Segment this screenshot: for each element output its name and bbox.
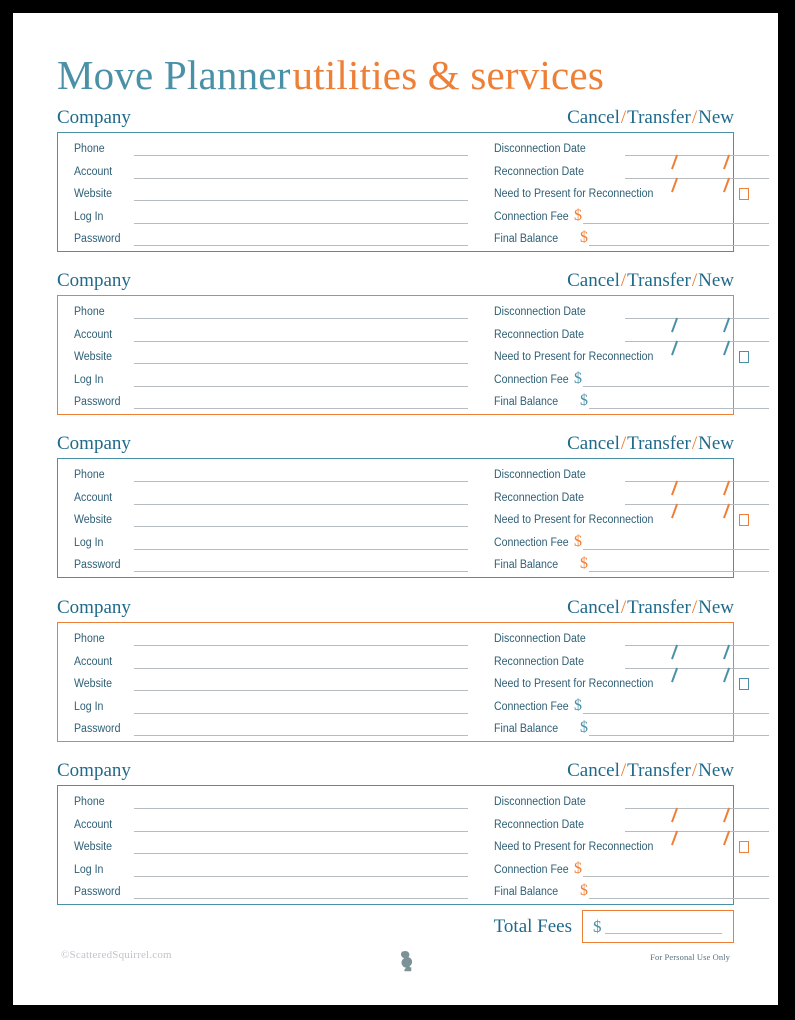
checkbox-need-to-present[interactable]: [739, 678, 749, 690]
separator-slash: /: [620, 760, 627, 781]
utility-block-body: [57, 458, 734, 578]
field-row: [58, 632, 733, 648]
label-login: Log In: [74, 537, 104, 549]
input-line-final-balance[interactable]: [589, 408, 769, 409]
field-row: [58, 677, 733, 693]
input-line-disconnection-date[interactable]: [625, 808, 769, 809]
field-row: [58, 491, 733, 507]
utility-block: [57, 597, 734, 742]
total-fees-input-line[interactable]: [605, 933, 722, 934]
company-label: Company: [57, 760, 131, 781]
company-label: Company: [57, 270, 131, 291]
dollar-sign-icon: $: [574, 860, 582, 877]
input-line-reconnection-date[interactable]: [625, 178, 769, 179]
transfer-option[interactable]: Transfer: [627, 270, 691, 291]
label-phone: Phone: [74, 469, 105, 481]
input-line-reconnection-date[interactable]: [625, 831, 769, 832]
field-row: [58, 165, 733, 181]
label-account: Account: [74, 656, 113, 668]
cancel-option[interactable]: Cancel: [567, 107, 620, 128]
new-option[interactable]: New: [698, 597, 734, 618]
label-connection-fee: Connection Fee: [494, 537, 569, 549]
label-login: Log In: [74, 864, 104, 876]
field-row: [58, 795, 733, 811]
label-phone: Phone: [74, 143, 105, 155]
label-final-balance: Final Balance: [494, 233, 559, 245]
label-website: Website: [74, 351, 113, 363]
cancel-transfer-new-group: [567, 760, 734, 782]
separator-slash: /: [620, 597, 627, 618]
label-website: Website: [74, 678, 113, 690]
label-connection-fee: Connection Fee: [494, 701, 569, 713]
block-header: [57, 597, 734, 622]
input-line-disconnection-date[interactable]: [625, 481, 769, 482]
field-row: [58, 555, 733, 574]
input-line-final-balance[interactable]: [589, 571, 769, 572]
field-row: [58, 840, 733, 856]
dollar-sign-icon: $: [580, 555, 588, 572]
label-need-to-present: Need to Present for Reconnection: [494, 188, 654, 200]
label-connection-fee: Connection Fee: [494, 864, 569, 876]
label-phone: Phone: [74, 633, 105, 645]
cancel-transfer-new-group: [567, 270, 734, 292]
field-row: [58, 882, 733, 901]
field-row: [58, 719, 733, 738]
utility-block-body: [57, 785, 734, 905]
label-account: Account: [74, 492, 113, 504]
label-phone: Phone: [74, 796, 105, 808]
input-line-connection-fee[interactable]: [583, 549, 769, 550]
cancel-option[interactable]: Cancel: [567, 760, 620, 781]
label-website: Website: [74, 841, 113, 853]
utility-block-body: [57, 132, 734, 252]
label-need-to-present: Need to Present for Reconnection: [494, 514, 654, 526]
dollar-sign-icon: $: [580, 719, 588, 736]
utility-block: [57, 107, 734, 252]
checkbox-need-to-present[interactable]: [739, 188, 749, 200]
input-line-final-balance[interactable]: [589, 898, 769, 899]
company-label: Company: [57, 107, 131, 128]
input-line-disconnection-date[interactable]: [625, 645, 769, 646]
new-option[interactable]: New: [698, 760, 734, 781]
label-final-balance: Final Balance: [494, 396, 559, 408]
input-line-reconnection-date[interactable]: [625, 668, 769, 669]
cancel-option[interactable]: Cancel: [567, 597, 620, 618]
block-header: [57, 433, 734, 458]
field-row: [58, 207, 733, 226]
input-line-connection-fee[interactable]: [583, 713, 769, 714]
block-header: [57, 270, 734, 295]
label-account: Account: [74, 166, 113, 178]
label-password: Password: [74, 886, 121, 898]
title-main: Move Planner: [57, 52, 291, 98]
title-subtitle: utilities & services: [292, 52, 604, 98]
block-header: [57, 760, 734, 785]
separator-slash: /: [620, 433, 627, 454]
checkbox-need-to-present[interactable]: [739, 351, 749, 363]
label-reconnection-date: Reconnection Date: [494, 492, 584, 504]
label-account: Account: [74, 819, 113, 831]
cancel-option[interactable]: Cancel: [567, 433, 620, 454]
label-disconnection-date: Disconnection Date: [494, 796, 586, 808]
cancel-transfer-new-group: [567, 433, 734, 455]
dollar-sign-icon: $: [593, 917, 602, 936]
input-line-connection-fee[interactable]: [583, 876, 769, 877]
transfer-option[interactable]: Transfer: [627, 107, 691, 128]
field-row: [58, 533, 733, 552]
label-password: Password: [74, 396, 121, 408]
label-need-to-present: Need to Present for Reconnection: [494, 351, 654, 363]
cancel-transfer-new-group: [567, 107, 734, 129]
separator-slash: /: [691, 597, 698, 618]
transfer-option[interactable]: Transfer: [627, 597, 691, 618]
new-option[interactable]: New: [698, 270, 734, 291]
dollar-sign-icon: $: [574, 533, 582, 550]
label-login: Log In: [74, 211, 104, 223]
cancel-transfer-new-group: [567, 597, 734, 619]
page-title: [57, 51, 604, 99]
separator-slash: /: [691, 270, 698, 291]
personal-use-notice: For Personal Use Only: [650, 952, 730, 962]
field-row: [58, 655, 733, 671]
utility-block: [57, 433, 734, 578]
utility-block: [57, 760, 734, 905]
field-row: [58, 860, 733, 879]
input-line-reconnection-date[interactable]: [625, 504, 769, 505]
input-line-final-balance[interactable]: [589, 735, 769, 736]
label-reconnection-date: Reconnection Date: [494, 819, 584, 831]
label-login: Log In: [74, 701, 104, 713]
dollar-sign-icon: $: [574, 697, 582, 714]
input-line-reconnection-date[interactable]: [625, 341, 769, 342]
separator-slash: /: [620, 107, 627, 128]
label-reconnection-date: Reconnection Date: [494, 329, 584, 341]
checkbox-need-to-present[interactable]: [739, 514, 749, 526]
label-reconnection-date: Reconnection Date: [494, 656, 584, 668]
transfer-option[interactable]: Transfer: [627, 760, 691, 781]
label-final-balance: Final Balance: [494, 559, 559, 571]
new-option[interactable]: New: [698, 107, 734, 128]
new-option[interactable]: New: [698, 433, 734, 454]
label-password: Password: [74, 233, 121, 245]
squirrel-logo-icon: [395, 949, 417, 973]
field-row: [58, 697, 733, 716]
label-disconnection-date: Disconnection Date: [494, 306, 586, 318]
separator-slash: /: [691, 760, 698, 781]
total-fees-box[interactable]: [582, 910, 734, 943]
field-row: [58, 187, 733, 203]
label-account: Account: [74, 329, 113, 341]
field-row: [58, 818, 733, 834]
copyright-text: ©ScatteredSquirrel.com: [61, 949, 172, 961]
dollar-sign-icon: $: [574, 207, 582, 224]
label-connection-fee: Connection Fee: [494, 374, 569, 386]
dollar-sign-icon: $: [580, 392, 588, 409]
utility-block-body: [57, 622, 734, 742]
label-disconnection-date: Disconnection Date: [494, 633, 586, 645]
label-disconnection-date: Disconnection Date: [494, 469, 586, 481]
cancel-option[interactable]: Cancel: [567, 270, 620, 291]
utility-block: [57, 270, 734, 415]
label-connection-fee: Connection Fee: [494, 211, 569, 223]
input-line-connection-fee[interactable]: [583, 386, 769, 387]
label-website: Website: [74, 188, 113, 200]
checkbox-need-to-present[interactable]: [739, 841, 749, 853]
label-phone: Phone: [74, 306, 105, 318]
transfer-option[interactable]: Transfer: [627, 433, 691, 454]
block-header: [57, 107, 734, 132]
printable-page: [13, 13, 778, 1005]
input-line-disconnection-date[interactable]: [625, 318, 769, 319]
separator-slash: /: [691, 433, 698, 454]
company-label: Company: [57, 433, 131, 454]
field-row: [58, 229, 733, 248]
label-need-to-present: Need to Present for Reconnection: [494, 841, 654, 853]
label-login: Log In: [74, 374, 104, 386]
dollar-sign-icon: $: [580, 882, 588, 899]
total-fees-label: Total Fees: [493, 916, 572, 937]
label-disconnection-date: Disconnection Date: [494, 143, 586, 155]
field-row: [58, 513, 733, 529]
label-need-to-present: Need to Present for Reconnection: [494, 678, 654, 690]
dollar-sign-icon: $: [580, 229, 588, 246]
label-reconnection-date: Reconnection Date: [494, 166, 584, 178]
dollar-sign-icon: $: [574, 370, 582, 387]
utility-block-body: [57, 295, 734, 415]
company-label: Company: [57, 597, 131, 618]
label-final-balance: Final Balance: [494, 723, 559, 735]
field-row: [58, 305, 733, 321]
label-final-balance: Final Balance: [494, 886, 559, 898]
input-line-final-balance[interactable]: [589, 245, 769, 246]
field-row: [58, 370, 733, 389]
field-row: [58, 392, 733, 411]
label-password: Password: [74, 559, 121, 571]
input-line-disconnection-date[interactable]: [625, 155, 769, 156]
input-line-connection-fee[interactable]: [583, 223, 769, 224]
label-password: Password: [74, 723, 121, 735]
separator-slash: /: [691, 107, 698, 128]
field-row: [58, 468, 733, 484]
field-row: [58, 350, 733, 366]
separator-slash: /: [620, 270, 627, 291]
field-row: [58, 142, 733, 158]
label-website: Website: [74, 514, 113, 526]
field-row: [58, 328, 733, 344]
